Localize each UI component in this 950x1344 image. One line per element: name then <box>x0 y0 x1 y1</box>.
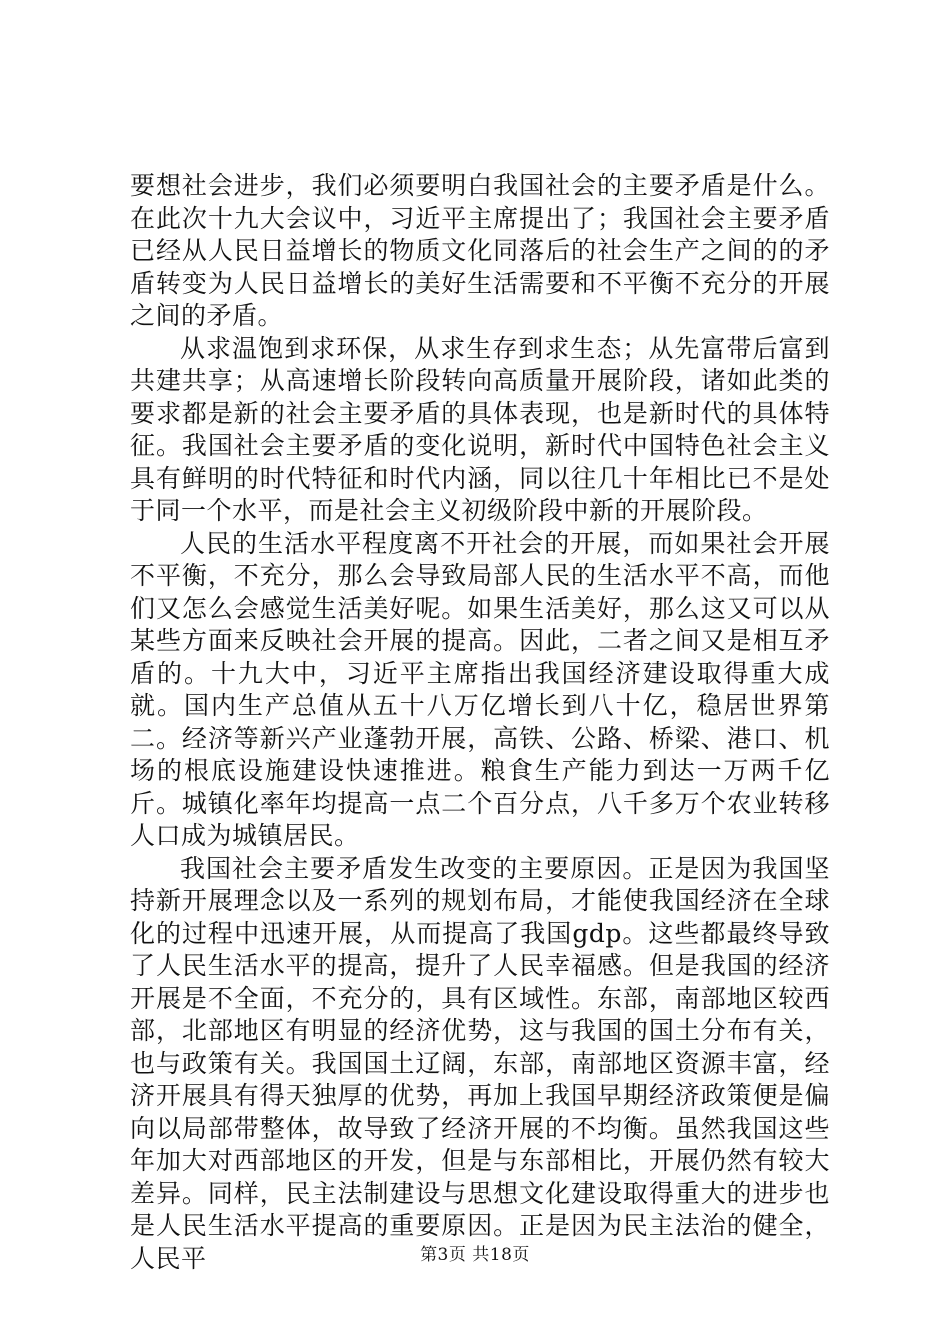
paragraph-3: 人民的生活水平程度离不开社会的开展，而如果社会开展不平衡，不充分，那么会导致局部人民的生活水平不高，而他们又怎么会感觉生活美好呢。如果生活美好，那么这又可以从某些方面来反映社会开展的提高。因此，二者之间又是相互矛盾的。十九大中，习近平主席指出我国经济建设取得重大成就。国内生产总值从五十八万亿增长到八十亿，稳居世界第二。经济等新兴产业蓬勃开展，高铁、公路、桥梁、港口、机场的根底设施建设快速推进。粮食生产能力到达一万两千亿斤。城镇化率年均提高一点二个百分点，八千多万个农业转移人口成为城镇居民。 <box>130 528 830 850</box>
paragraph-2: 从求温饱到求环保，从求生存到求生态；从先富带后富到共建共享；从高速增长阶段转向高质量开展阶段，诸如此类的要求都是新的社会主要矛盾的具体表现，也是新时代的具体特征。我国社会主要矛盾的变化说明，新时代中国特色社会主义具有鲜明的时代特征和时代内涵，同以往几十年相比已不是处于同一个水平，而是社会主义初级阶段中新的开展阶段。 <box>130 333 830 525</box>
document-body <box>130 170 830 1275</box>
paragraph-4: 我国社会主要矛盾发生改变的主要原因。正是因为我国坚持新开展理念以及一系列的规划布局，才能使我国经济在全球化的过程中迅速开展，从而提高了我国gdp。这些都最终导致了人民生活水平的提高，提升了人民幸福感。但是我国的经济开展是不全面，不充分的，具有区域性。东部，南部地区较西部，北部地区有明显的经济优势，这与我国的国土分布有关，也与政策有关。我国国土辽阔，东部，南部地区资源丰富，经济开展具有得天独厚的优势，再加上我国早期经济政策便是偏向以局部带整体，故导致了经济开展的不均衡。虽然我国这些年加大对西部地区的开发，但是与东部相比，开展仍然有较大差异。同样，民主法制建设与思想文化建设取得重大的进步也是人民生活水平提高的重要原因。正是因为民主法治的健全，人民平 <box>130 853 830 1273</box>
paragraph-1: 要想社会进步，我们必须要明白我国社会的主要矛盾是什么。在此次十九大会议中，习近平主席提出了；我国社会主要矛盾已经从人民日益增长的物质文化同落后的社会生产之间的的矛盾转变为人民日益增长的美好生活需要和不平衡不充分的开展之间的矛盾。 <box>130 171 830 330</box>
page-number-footer: 第3页 共18页 <box>420 1245 530 1265</box>
